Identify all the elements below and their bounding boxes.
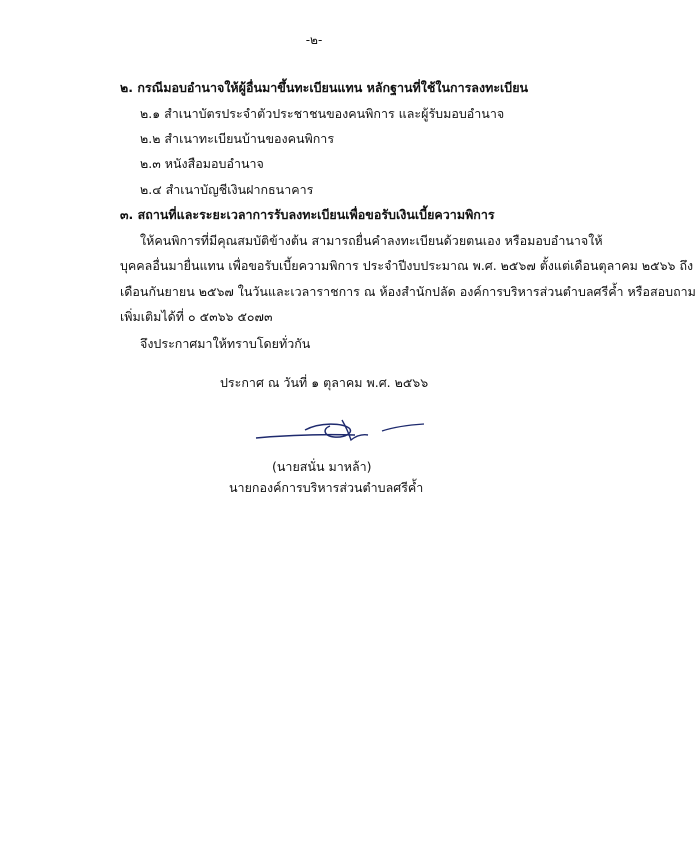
signer-name: (นายสนั่น มาหล้า) bbox=[272, 459, 372, 474]
section-2-item: ๒.๓ หนังสือมอบอำนาจ bbox=[140, 156, 264, 171]
section-3-heading: ๓. สถานที่และระยะเวลาการรับลงทะเบียนเพื่อขอรับเงินเบี้ยความพิการ bbox=[120, 207, 495, 222]
section-3-paragraph-line: บุคคลอื่นมายื่นแทน เพื่อขอรับเบี้ยความพิการ ประจำปีงบประมาณ พ.ศ. ๒๕๖๗ ตั้งแต่เดือนตุลาคม ๒๕๖๖ ถึง bbox=[120, 258, 694, 273]
announcement-date: ประกาศ ณ วันที่ ๑ ตุลาคม พ.ศ. ๒๕๖๖ bbox=[220, 375, 429, 390]
section-3-paragraph-line: เดือนกันยายน ๒๕๖๗ ในวันและเวลาราชการ ณ ห้องสำนักปลัด องค์การบริหารส่วนตำบลศรีค้ำ หรือสอบถาม bbox=[120, 284, 696, 299]
section-2-item: ๒.๒ สำเนาทะเบียนบ้านของคนพิการ bbox=[140, 131, 335, 146]
section-3-paragraph-line: ให้คนพิการที่มีคุณสมบัติข้างต้น สามารถยื่นคำลงทะเบียนด้วยตนเอง หรือมอบอำนาจให้ bbox=[140, 233, 603, 248]
section-2-heading: ๒. กรณีมอบอำนาจให้ผู้อื่นมาขึ้นทะเบียนแทน หลักฐานที่ใช้ในการลงทะเบียน bbox=[120, 80, 529, 95]
closing-statement: จึงประกาศมาให้ทราบโดยทั่วกัน bbox=[140, 336, 311, 351]
section-3-paragraph-line: เพิ่มเติมได้ที่ ๐ ๕๓๖๖ ๕๐๗๓ bbox=[120, 309, 273, 324]
signer-position: นายกองค์การบริหารส่วนตำบลศรีค้ำ bbox=[229, 480, 424, 495]
signature-image bbox=[250, 414, 430, 450]
section-2-item: ๒.๔ สำเนาบัญชีเงินฝากธนาคาร bbox=[140, 182, 314, 197]
page-number: -๒- bbox=[305, 33, 323, 47]
section-2-item: ๒.๑ สำเนาบัตรประจำตัวประชาชนของคนพิการ และผู้รับมอบอำนาจ bbox=[140, 106, 505, 121]
